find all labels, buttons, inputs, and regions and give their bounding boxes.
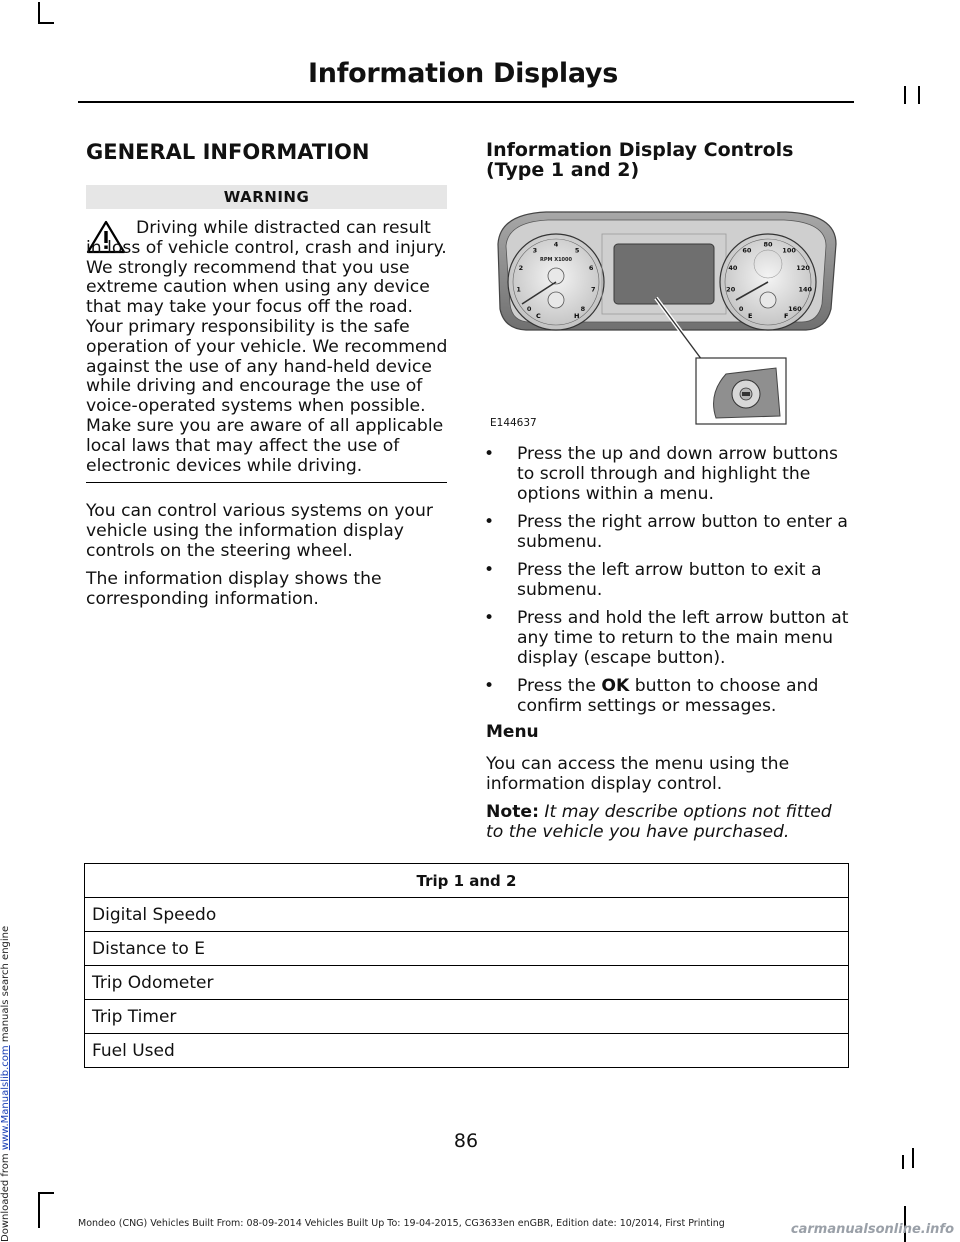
list-item-text: Press the right arrow button to enter a submenu. [517, 512, 848, 552]
trip-menu-table [84, 863, 849, 1068]
table-cell: Distance to E [85, 932, 849, 966]
tacho-tick-label: 1 [516, 285, 521, 294]
speedo-tick-label: 0 [738, 305, 744, 314]
table-row [85, 1034, 849, 1068]
table-header: Trip 1 and 2 [85, 864, 849, 898]
subsection-heading: Menu [486, 722, 539, 742]
tachometer-dial [508, 234, 604, 330]
page-number: 86 [453, 1130, 479, 1152]
steering-wheel-control-inset [696, 358, 786, 424]
speedo-tick-label: 140 [798, 285, 813, 294]
bullet-list [476, 444, 856, 724]
header-divider [78, 101, 854, 103]
crop-mark [38, 1192, 54, 1194]
crop-mark [918, 86, 920, 104]
tacho-tick-label: 5 [574, 246, 580, 255]
speedo-tick-label: 100 [782, 246, 796, 255]
tacho-tick-label: 2 [518, 263, 524, 272]
bullet-icon: • [484, 512, 495, 532]
tacho-tick-label: 4 [553, 240, 559, 249]
temp-cold-mark: C [536, 312, 541, 320]
speedo-tick-label: 120 [796, 263, 810, 272]
speedo-tick-label: 80 [763, 240, 773, 249]
list-item-text: Press the left arrow button to exit a submenu. [517, 560, 822, 600]
warning-text: Driving while distracted can result in loss of vehicle control, crash and injury. We strongly recommend that you use extreme caution when using any device that may take your focus off the road. Your primary responsibility is the safe operation of your vehicle. We recommend against the use of any hand-held device while driving and encourage the use of voice-operated systems when possible. Make sure you are aware of all applicable local laws that may affect the use of electronic devices while driving. [86, 218, 448, 476]
list-item [476, 560, 856, 600]
page-header-title: Information Displays [308, 58, 618, 89]
list-item [476, 512, 856, 552]
table-cell: Trip Timer [85, 1000, 849, 1034]
side-text: Downloaded from [0, 1150, 11, 1242]
center-display-screen [614, 244, 714, 304]
body-paragraph: The information display shows the corresponding information. [86, 569, 382, 609]
note-label: Note: [486, 802, 539, 822]
warning-banner: WARNING [86, 185, 447, 209]
bullet-icon: • [484, 676, 495, 696]
speedo-tick-label: 160 [788, 305, 802, 314]
instrument-cluster-illustration [486, 204, 848, 434]
bullet-icon: • [484, 608, 495, 628]
crop-mark [904, 86, 906, 104]
crop-mark [38, 22, 54, 24]
body-paragraph: You can control various systems on your vehicle using the information display controls on the steering wheel. [86, 501, 433, 561]
table-row [85, 932, 849, 966]
bullet-icon: • [484, 560, 495, 580]
speedometer-dial [720, 234, 816, 330]
body-paragraph: You can access the menu using the information display control. [486, 754, 790, 794]
temp-hot-mark: H [574, 312, 580, 320]
list-item-text: Press the [517, 676, 602, 696]
tacho-tick-label: 3 [532, 246, 538, 255]
manualslib-link[interactable]: www.Manualslib.com [0, 1045, 11, 1151]
speedo-tick-label: 40 [728, 263, 738, 272]
crop-mark [902, 1155, 904, 1169]
speedo-tick-label: 20 [726, 285, 736, 294]
tacho-tick-label: 0 [526, 305, 532, 314]
table-row [85, 898, 849, 932]
crop-mark [38, 2, 40, 24]
table-cell: Digital Speedo [85, 898, 849, 932]
side-download-text [0, 926, 11, 1242]
table-cell: Fuel Used [85, 1034, 849, 1068]
list-item-text: Press the up and down arrow buttons to scroll through and highlight the options within a menu. [517, 444, 838, 504]
list-item [476, 608, 856, 668]
warning-divider [86, 482, 447, 483]
note-text: It may describe options not fitted to the vehicle you have purchased. [486, 802, 832, 842]
tacho-tick-label: 8 [580, 305, 586, 314]
section-heading: Information Display Controls (Type 1 and 2) [486, 139, 794, 181]
fuel-full-mark: F [784, 312, 789, 320]
watermark: carmanualsonline.info [790, 1222, 954, 1237]
table-cell: Trip Odometer [85, 966, 849, 1000]
section-heading: GENERAL INFORMATION [86, 140, 370, 164]
side-text: manuals search engine [0, 925, 11, 1046]
fuel-empty-mark: E [748, 312, 753, 320]
list-item [476, 444, 856, 504]
table-row [85, 1000, 849, 1034]
bullet-icon: • [484, 444, 495, 464]
tacho-label: RPM X1000 [539, 257, 573, 263]
crop-mark [38, 1192, 40, 1228]
list-item [476, 676, 856, 716]
figure-label: E144637 [490, 417, 537, 429]
footer-text: Mondeo (CNG) Vehicles Built From: 08-09-2014 Vehicles Built Up To: 19-04-2015, CG3633en enGBR, Edition date: 10/2014, First Printing [78, 1218, 725, 1229]
tacho-tick-label: 7 [591, 285, 596, 294]
ok-button-label: OK [601, 676, 630, 696]
list-item-text: button to choose and confirm settings or messages. [517, 676, 819, 716]
speedo-tick-label: 60 [742, 246, 752, 255]
table-row [85, 966, 849, 1000]
tacho-tick-label: 6 [588, 263, 594, 272]
list-item-text: Press and hold the left arrow button at any time to return to the main menu display (escape button). [517, 608, 849, 668]
note-paragraph [486, 802, 848, 842]
